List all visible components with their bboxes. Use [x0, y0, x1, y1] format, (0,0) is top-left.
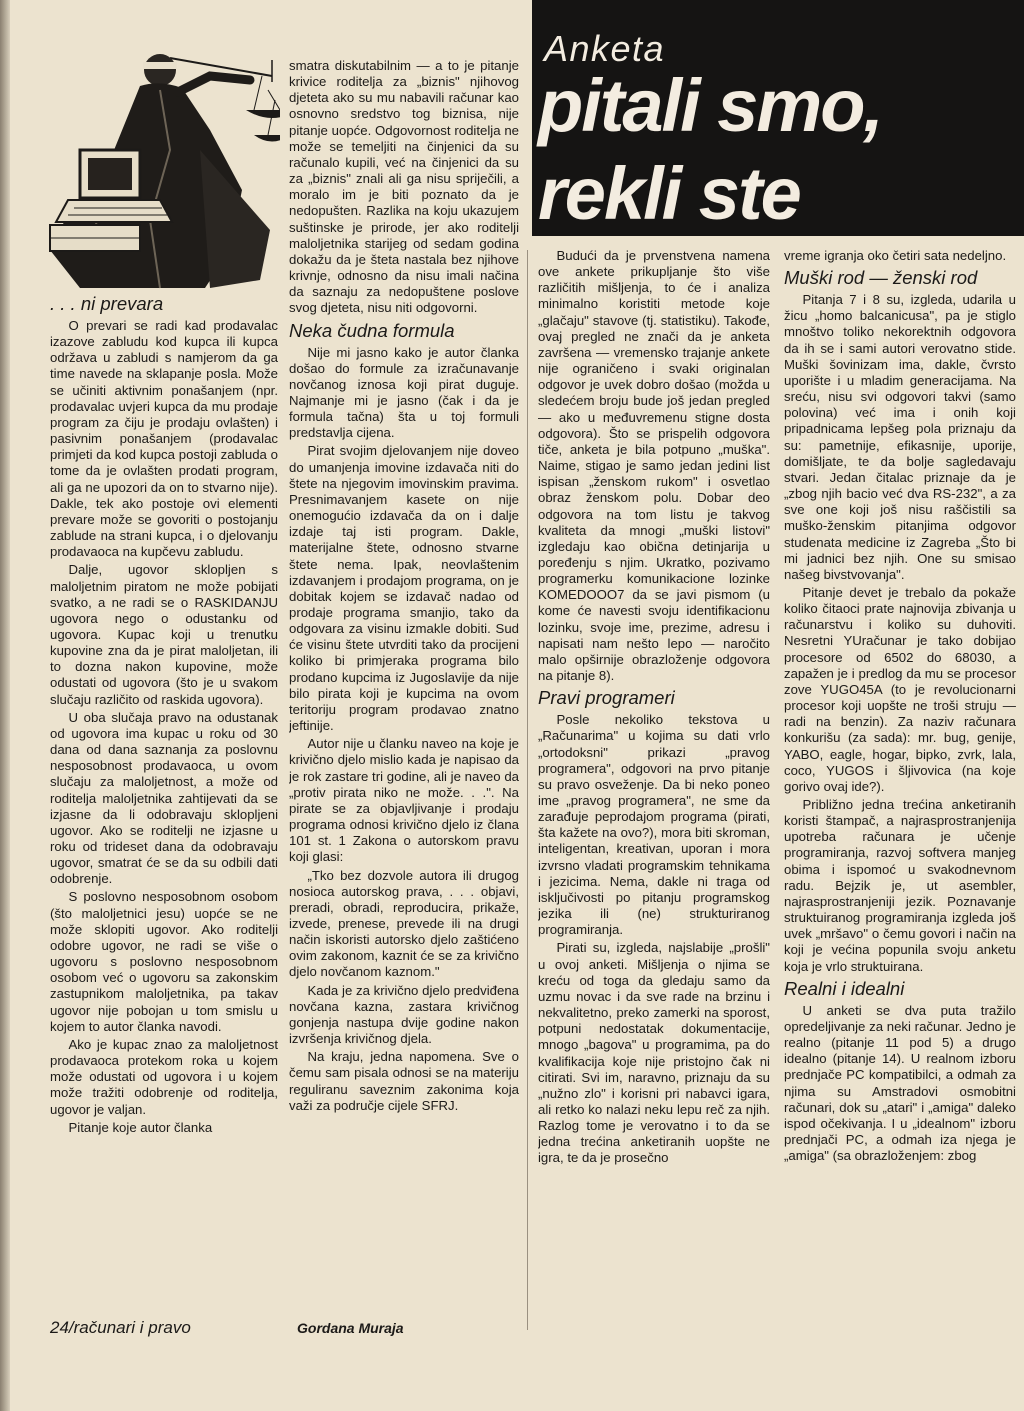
right-column-2 [784, 248, 1016, 1338]
right-column-1 [538, 248, 770, 1338]
paragraph: S poslovno nesposobnom osobom (što maloljetnici jesu) uopće se ne može sklopiti ugovor. Ako roditelji odobre ugovor, ne radi se više o ugovoru s poslovno nesposobnom osobom već o ugovoru sa zakonskim zastupnikom maloljetnika, pa takav ugovor nije pobojan u tom smislu u kojem to autor članka navodi. [50, 889, 278, 1034]
banner-title-line1: pitali smo, [538, 64, 882, 147]
paragraph: Pirat svojim djelovanjem nije doveo do umanjenja imovine izdavača niti do štete na njegovim imovinskim pravima. Presnimavanjem kasete on nije onemogućio izdavača da on i dalje izdaje taj isti program. Dakle, materijalne štete, odnosno stvarne štete nema. Ipak, neovlaštenim izdavanjem i prodajom programa, on je dobitak kojem se izdavač nadao od prodaje programa smanjio, tako da odgovara za visinu izmakle dobiti. Sud će visinu štete utvrditi tako da procijeni koliko bi primjeraka programa bilo prodano kupcima iz Jugoslavije da nije bilo pirata koji je kupcima na ovom teritoriju program prodavao znatno jeftinije. [289, 443, 519, 734]
paragraph: Ako je kupac znao za maloljetnost prodavaoca protekom roka u kojem može odustati od ugovora i u kojem može tražiti odobrenje od roditelja, ugovor je valjan. [50, 1036, 278, 1117]
paragraph: Pitanja 7 i 8 su, izgleda, udarila u žicu „homo balcanicusa", pa je stiglo mnoštvo toliko nekorektnih odgovora da ih se i sami autori verovatno stide. Muški šovinizam ima, dakle, čvrsto uporište i u mladim generacijama. Na sreću, nisu svi odgovori takvi (samo polovina) već ima i onih koji pripadnicama lepšeg pola priznaju da su: pametnije, efikasnije, uporije, domišljate, te da bolje sagledavaju stvari. Jedan čitalac priznaje da je „zbog njih bacio već dva RS-232", a za sve one koji još nisu raščistili sa muško-ženskim pitanjima odgovor studenata medicine iz Zagreba „Što bi mi jadnici bez njih. One su smisao našeg bivstvovanja". [784, 292, 1016, 582]
paragraph: Pitanje koje autor članka [68, 1119, 213, 1135]
paragraph: Pirati su, izgleda, najslabije „prošli" u ovoj anketi. Mišljenja o njima se kreću od toga da gledaju samo da uzmu novac i da sve rade na brzinu i nekvalitetno, preko zamerki na sporost, potpuni nedostatak dokumentacije, mnogo „bagova" u programima, pa do kvalifikacija koje nije pristojno čak ni citirati. Svi im, naravno, priznaju da su „nužno zlo" i korisni pri nabavci igara, ali retko ko nalazi neku lepu reč za njih. Razlog tome je verovatno i to da se jedna trećina anketiranih uopšte ne igra, te da je prosečno [538, 940, 770, 1166]
paragraph: Budući da je prvenstvena namena ove ankete prikupljanje što više različitih mišljenja, to će i analiza minimalno koristiti metode koje „glačaju" stavove (tj. statistiku). Takođe, ovaj pregled ne znači da je anketa završena — vremensko trajanje ankete nije ograničeno i svaki originalan odgovor je uvek dobro došao (možda u sledećem broju bude još jedan pregled — ako u međuvremenu stigne dosta odgovora). Što se prispelih odgovora tiče, anketa je bila potpuno „muška". Naime, stigao je samo jedan jedini list ispisan „ženskom rukom" i osvetlao obraz ženskom polu. Dobar deo odgovora na tom listu je takvog kvaliteta da mnogi „muški listovi" izgledaju kao obična detinjarija u poređenju s njim. Ukratko, pozivamo programerku komunikacione lozinke KOMEDOOO7 da se javi pismom (u kome će navesti svoju identifikacionu lozinku, svoje ime, prezime, adresu i napisati nam nešto lepo — naročito malo opširnije obrazloženje odgovora na pitanje 8). [538, 248, 770, 684]
paragraph: O prevari se radi kad prodavalac izazove zabludu kod kupca ili kupca održava u zabludi s namjerom da ga time navede na sklapanje posla. Može se učiniti aktivnim ponašanjem (npr. prodavalac uvjeri kupca da mu prodaje program za čiju je prodaju ovlašten) i pasivnim ponašanjem (prodavalac primjeti da kod kupca postoji zabluda o tome da je ovlašten prodati program, ali ga ne upozori da on to stvarno nije). Dakle, tek ako postoje ovi elementi prevare može se govoriti o postojanju zablude na strani kupca, i o djelovanju prodavaoca na kupčevu zabludu. [50, 318, 278, 560]
page-spine-shadow [0, 0, 10, 1411]
banner-kicker: Anketa [544, 28, 666, 69]
author-byline: Gordana Muraja [297, 1320, 404, 1336]
section-heading-pravi-programeri: Pravi programeri [538, 687, 675, 709]
paragraph: Autor nije u članku naveo na koje je krivično djelo mislio kada je napisao da je rok zastare tri godine, ali je naveo da „protiv pirata niko ne može. . .". Na pirate se za objavljivanje i prodaju programa odnosi krivično djelo iz člana 101 st. 1 Zakona o autorskom pravu koji glasi: [289, 736, 519, 865]
banner-title [538, 62, 882, 236]
paragraph: U oba slučaja pravo na odustanak od ugovora ima kupac u roku od 30 dana od dana saznanja za poslovnu nesposobnost prodavaoca, u ovom slučaju za maloljetnost, a može od roditelja maloljetnika zahtijevati da se izjasne da li odobravaju sklopljeni ugovor. Ako se roditelji ne izjasne u roku od trideset dana da odobravaju ugovor, smatrat će se da su odbili dati odobrenje. [50, 709, 278, 887]
paragraph: U anketi se dva puta tražilo opredeljivanje za neki računar. Jedno je realno (pitanje 11 pod 5) a drugo idealno (pitanje 14). U realnom izboru prednjače PC kompatibilci, a odmah za njima su Amstradovi osmobitni računari, dok su „atari" i „amiga" daleko ispod očekivanja. I u „idealnom" izboru prednjači PC, a odmah iza njega je „amiga" (sa obrazloženjem: zbog [784, 1002, 1016, 1164]
article-banner [532, 0, 1024, 236]
paragraph: vreme igranja oko četiri sata nedeljno. [784, 248, 1007, 263]
middle-column [289, 58, 519, 1308]
justice-figure-with-computer-icon [10, 40, 280, 290]
left-column [50, 290, 278, 1305]
paragraph: Kada je za krivično djelo predviđena novčana kazna, zastara krivičnog gonjenja nastupa dvije godine nakon izvršenja krivičnog djela. [289, 982, 519, 1047]
paragraph: Približno jedna trećina anketiranih koristi štampač, a najrasprostranjenija upotreba računara je učenje programiranja, razvoj softvera manjeg obima i ispomoć u svakodnevnom radu. Bejzik je, ut asembler, najrasprostranjeniji jezik. Poznavanje struktuiranog programiranja izgleda još uvek „mršavo" o čemu govori i način na koji je većina popunila svoju anketu koja je vrlo struktuirana. [784, 797, 1016, 974]
page-footer-label: 24/računari i pravo [50, 1318, 191, 1337]
banner-title-line2: rekli ste [538, 152, 800, 235]
section-heading-muski-rod: Muški rod — ženski rod [784, 267, 978, 289]
paragraph: Dalje, ugovor sklopljen s maloljetnim piratom ne može pobijati svatko, a ne radi se o RASKIDANJU ugovora nego o odustanku od ugovora. Kupac koji u trenutku kupovine zna da je pirat maloljetan, ili to dozna nakon kupovine, može odustati od ugovora (što je u svakom slučaju različito od raskida ugovora). [50, 562, 278, 707]
paragraph: smatra diskutabilnim — a to je pitanje krivice roditelja za „biznis" njihovog djeteta ako su mu nabavili računar kao osnovno sredstvo tog biznisa, nije pitanje uopće. Odgovornost roditelja ne može se temeljiti na činjenici da su računalo kupili, već na činjenici da su za „biznis" znali ali ga nisu spriječili, a moralo im je biti poznato da je nedopušten. Razlika na koju ukazujem suštinske je prirode, jer ako roditelji maloljetnika starijeg od sedam godina dokažu da je šteta nastala bez njihove krivnje, odnosno da nisu imali načina da saznaju za nedopuštene poslove svog djeteta, nisu niti odgovorni. [289, 58, 519, 316]
paragraph: Nije mi jasno kako je autor članka došao do formule za izračunavanje novčanog iznosa koji pirat duguje. Najmanje mi je jasno (čak i da je formula tačna) šta u toj formuli predstavlja cijena. [289, 344, 519, 441]
paragraph: „Tko bez dozvole autora ili drugog nosioca autorskog prava, . . . objavi, preradi, obradi, reproducira, prikaže, izvede, prenese, prevede ili na drugi način iskoristi autorsko djelo zaštićeno ovim zakonom, kaznit će se za krivično djelo novčanom kaznom." [289, 867, 519, 980]
section-heading-realni-idealni: Realni i idealni [784, 977, 905, 999]
paragraph: Pitanje devet je trebalo da pokaže koliko čitaoci prate najnovija zbivanja u računarstvu i koliko su duhoviti. Nesretni YUračunar je tako dobijao procesore od 6502 do 68030, a zapažen je i predlog da mu se procesor zove YUGO45A (to je revolucionarni procesor koji uopšte ne troši struju — radi na benzin). Za naziv računara konkurišu (za sada): mr. bug, genije, YABO, eagle, hogar, bipko, zvrk, lala, coco, YUGOS i šljivovica (na koje gorivo ovaj ide?). [784, 584, 1016, 794]
paragraph: Na kraju, jedna napomena. Sve o čemu sam pisala odnosi se na materiju reguliranu saveznim zakonima koja važi za područje cijele SFRJ. [289, 1049, 519, 1113]
section-heading-formula: Neka čudna formula [289, 319, 455, 341]
section-heading-prevara: . . . ni prevara [50, 293, 164, 314]
column-divider [527, 250, 528, 1330]
paragraph: Posle nekoliko tekstova u „Računarima" u kojima su dati vrlo „ortodoksni" prikazi „pravog programera", odgovori na prvo pitanje su pravo osveženje. Da bi neko poneo ime „pravog programera", ne sme da zarađuje peprodajom programa (pirati, šta kažete na ovo?), mora biti skroman, inteligentan, kreativan, uporan i mora izvrsno vladati programskim tehnikama i jezicima. Nema, dakle ni traga od isključivosti po pitanju programskog jezika ili (ne) strukturiranog programiranja. [538, 712, 770, 938]
